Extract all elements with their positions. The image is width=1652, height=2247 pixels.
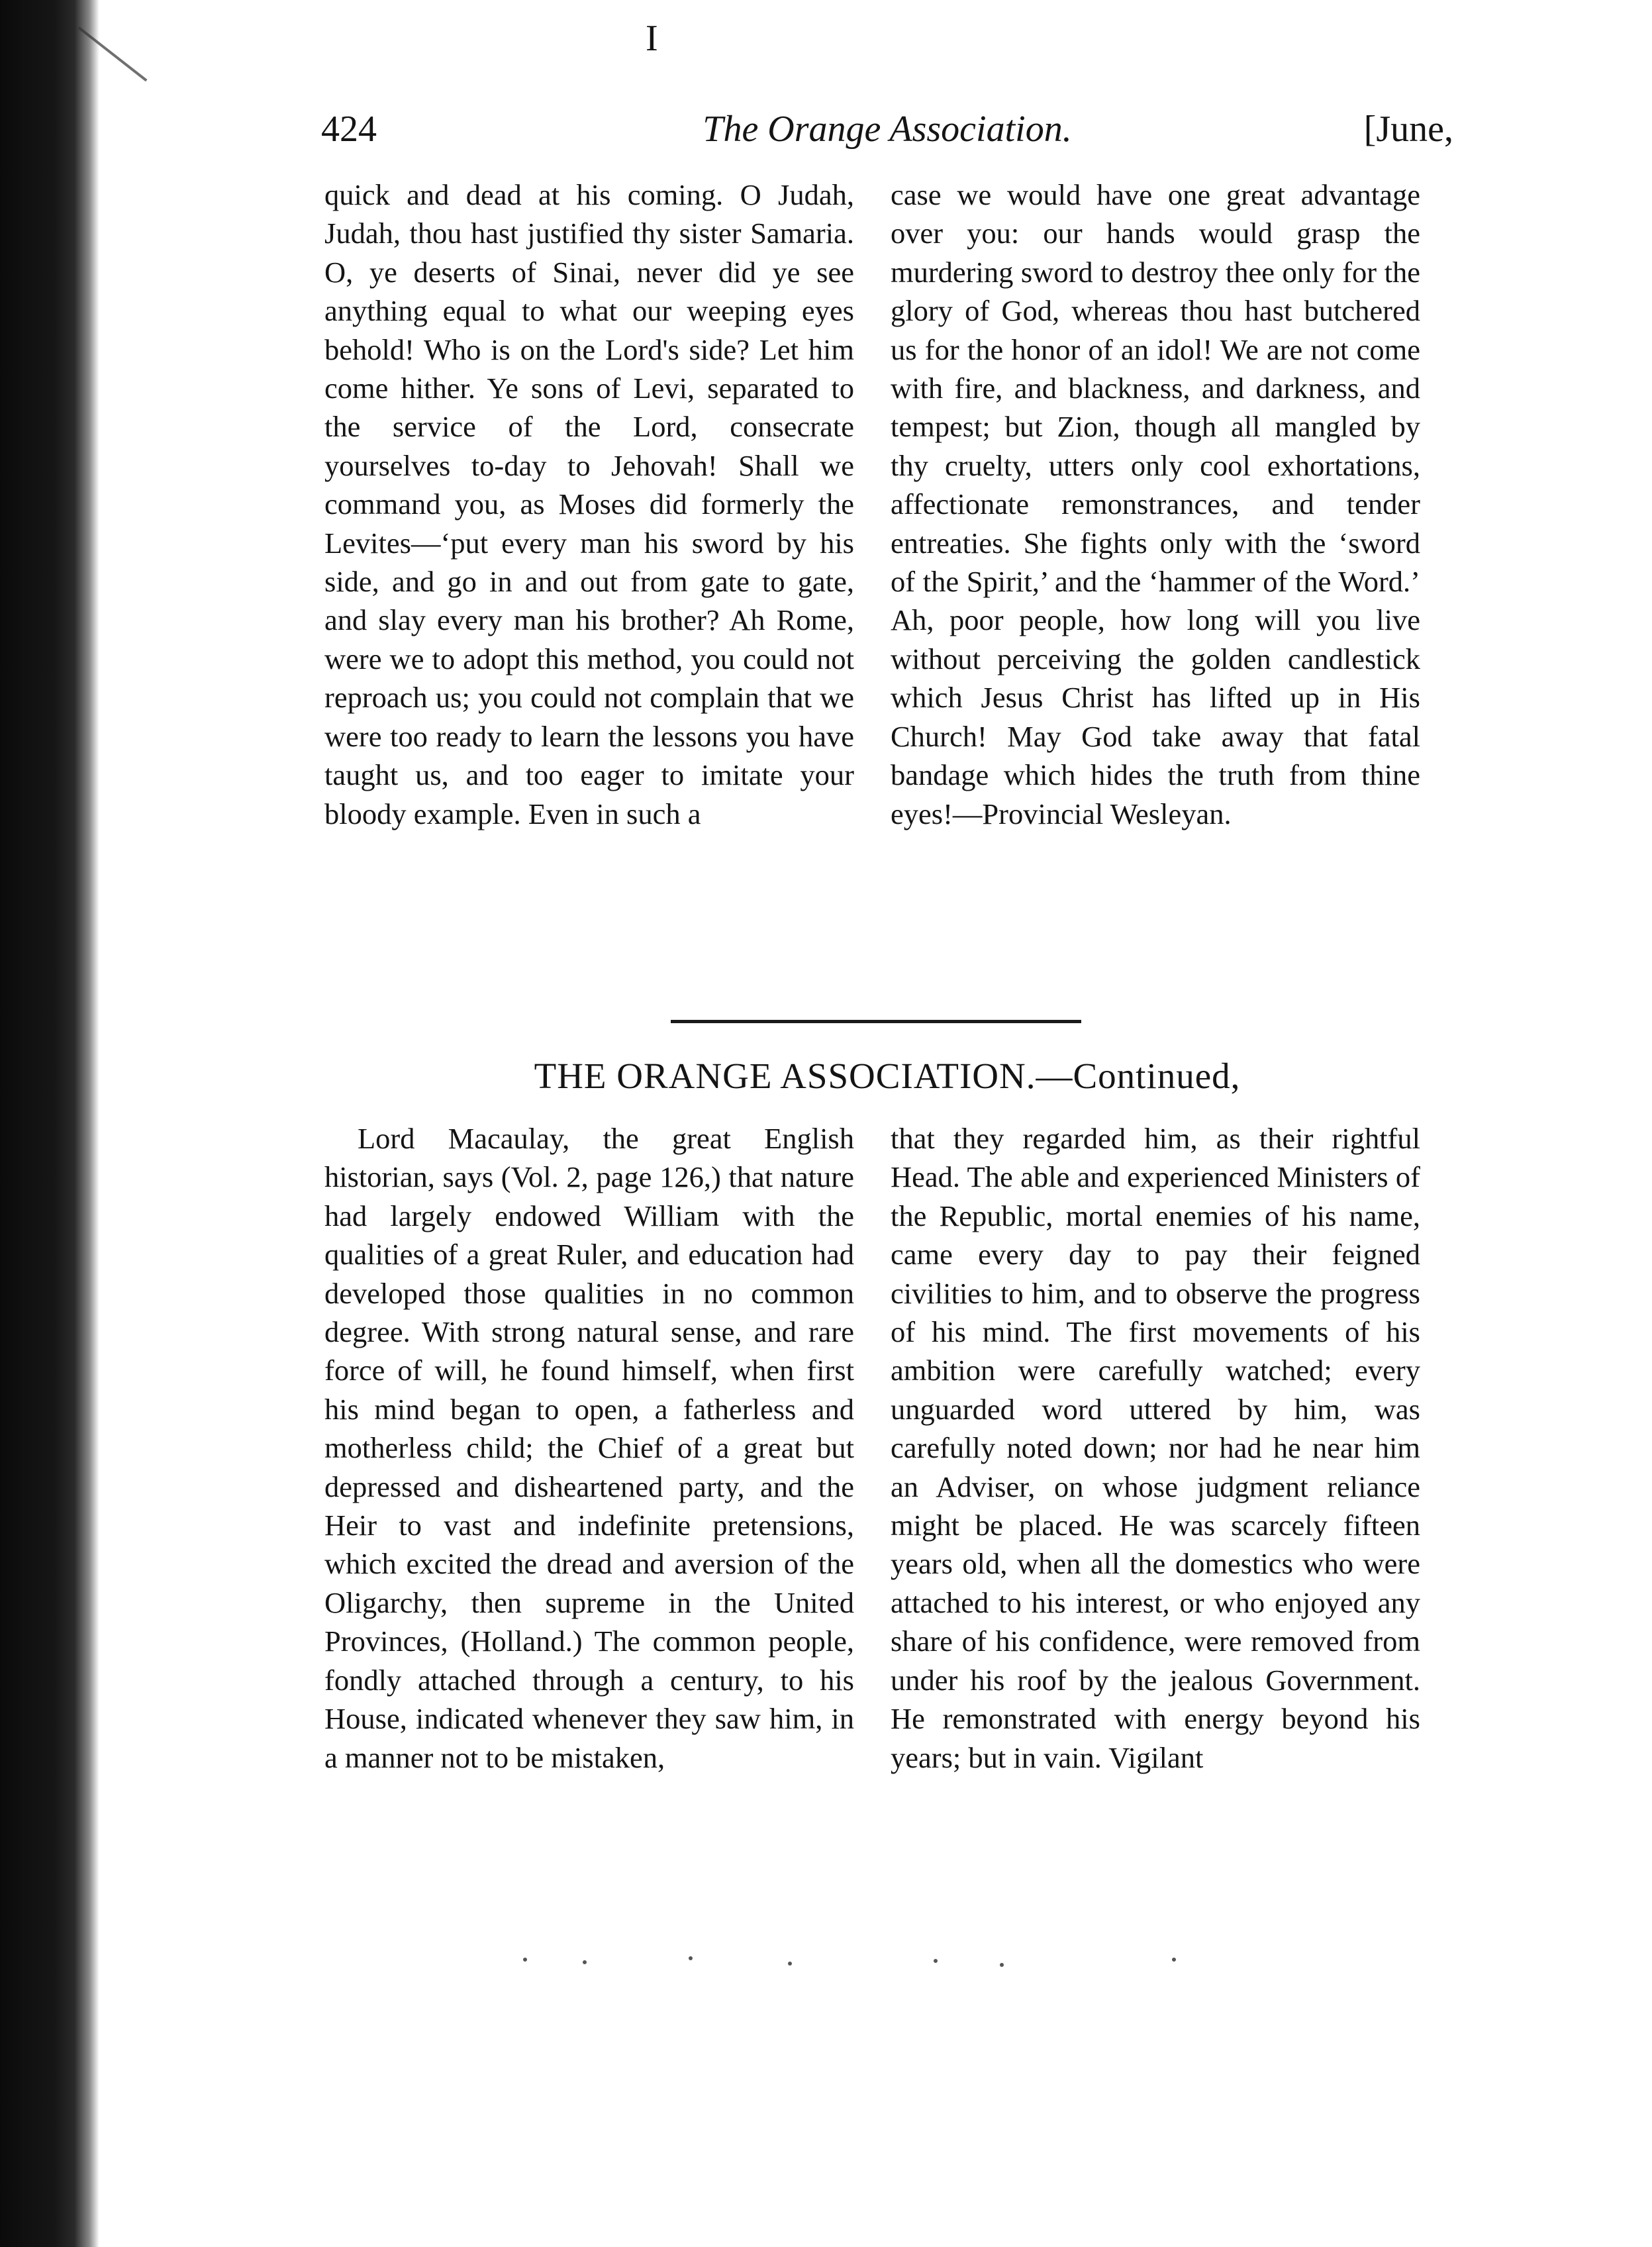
speck [689, 1956, 693, 1960]
section-divider [671, 1020, 1081, 1023]
article-one-left-text: quick and dead at his coming. O Judah, Judah, thou hast justified thy sister Samaria. O, ye deserts of Sinai, never did ye see anything equal to what our weeping eyes behold! Who is on the Lord's side? Let him come hither. Ye sons of Levi, separated to the service of the Lord, consecrate yourselves to-day to Jehovah! Shall we command you, as Moses did formerly the Levites—‘put every man his sword by his side, and go in and out from gate to gate, and slay every man his brother? Ah Rome, were we to adopt this method, you could not reproach us; you could not complain that we were too ready to learn the lessons you have taught us, and too eager to imitate your bloody example. Even in such a [324, 178, 854, 830]
top-mark: I [646, 18, 658, 59]
speck [934, 1959, 938, 1963]
article-one-left-column [324, 175, 854, 833]
article-one-right-column [891, 175, 1420, 833]
speck [523, 1958, 527, 1962]
running-month: [June, [1363, 109, 1453, 150]
section-heading: THE ORANGE ASSOCIATION.—Continued, [534, 1056, 1241, 1096]
running-head [321, 99, 1453, 159]
speck [1000, 1963, 1004, 1967]
page-number: 424 [321, 109, 377, 150]
article-one-right-text: case we would have one great advantage over you: our hands would grasp the murdering sword to destroy thee only for the glory of God, whereas thou hast butchered us for the honor of an idol! We are not come with fire, and blackness, and darkness, and tempest; but Zion, though all mangled by thy cruelty, utters only cool exhortations, affectionate remonstrances, and tender entreaties. She fights only with the ‘sword of the Spirit,’ and the ‘hammer of the Word.’ Ah, poor people, how long will you live without perceiving the golden candlestick which Jesus Christ has lifted up in His Church! May God take away that fatal bandage which hides the truth from thine eyes!—Provincial Wesleyan. [891, 178, 1420, 830]
article-two-left-column [324, 1119, 854, 1777]
speck [1172, 1958, 1176, 1962]
speck [583, 1960, 587, 1964]
scan-specks [523, 1954, 1251, 1973]
book-spine-shadow [0, 0, 99, 2247]
running-title: The Orange Association. [703, 109, 1072, 150]
article-two-left-text: Lord Macaulay, the great English historian, says (Vol. 2, page 126,) that nature had largely endowed William with the qualities of a great Ruler, and education had developed those qualities in no common degree. With strong natural sense, and rare force of will, he found himself, when first his mind began to open, a fatherless and motherless child; the Chief of a great but depressed and disheartened party, and the Heir to vast and indefinite pretensions, which excited the dread and aversion of the Oligarchy, then supreme in the United Provinces, (Holland.) The common people, fondly attached through a century, to his House, indicated whenever they saw him, in a manner not to be mistaken, [324, 1122, 854, 1774]
article-two-right-column [891, 1119, 1420, 1777]
article-two-right-text: that they regarded him, as their rightful Head. The able and experienced Ministers of the Republic, mortal enemies of his name, came every day to pay their feigned civilities to him, and to observe the progress of his mind. The first movements of his ambition were carefully watched; every unguarded word uttered by him, was carefully noted down; nor had he near him an Adviser, on whose judgment reliance might be placed. He was scarcely fifteen years old, when all the domestics who were attached to his interest, or who enjoyed any share of his confidence, were removed from under his roof by the jealous Government. He remonstrated with energy beyond his years; but in vain. Vigilant [891, 1122, 1420, 1774]
speck [788, 1962, 792, 1966]
